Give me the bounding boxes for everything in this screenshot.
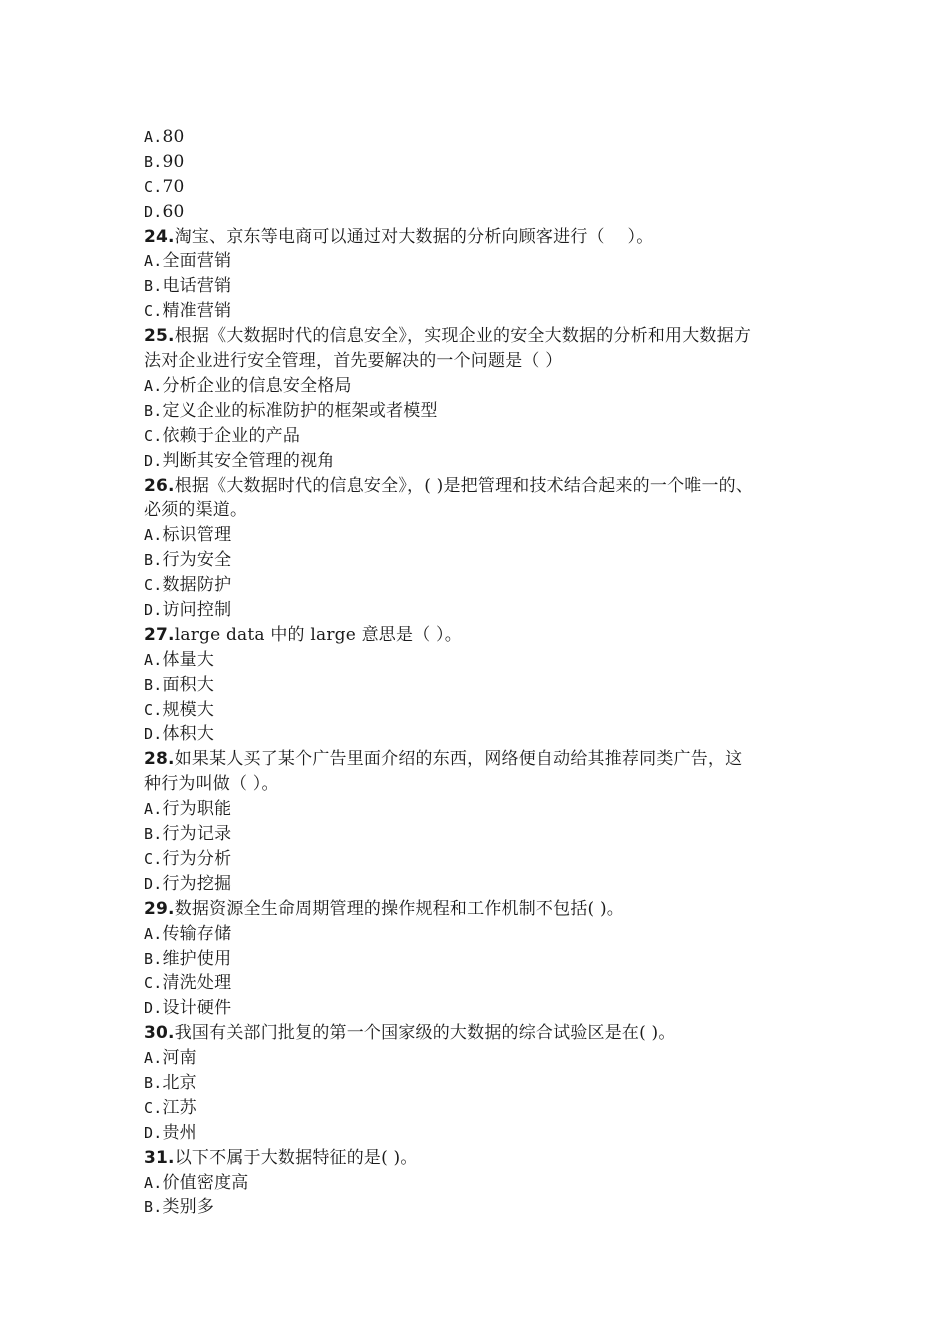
option-letter: A. (144, 650, 163, 669)
option-text: 数据防护 (162, 575, 232, 596)
option-letter: C. (144, 302, 163, 321)
question-stem (144, 1146, 814, 1171)
option-text: 传输存储 (162, 923, 232, 944)
option-letter: A. (144, 1049, 163, 1068)
question-stem (144, 623, 814, 648)
question-stem-continued: 必须的渠道。 (144, 500, 248, 521)
leading-options (144, 125, 814, 225)
option-text: 面积大 (162, 674, 215, 695)
option-letter: B. (144, 152, 163, 171)
question-stem-continued: 种行为叫做（ ）。 (144, 774, 279, 795)
option-text: 分析企业的信息安全格局 (162, 375, 352, 396)
option-line (144, 1171, 814, 1196)
option-text: 北京 (162, 1073, 197, 1093)
option-text: 体积大 (162, 724, 215, 745)
option-line (144, 1096, 814, 1121)
question-text: 如果某人买了某个广告里面介绍的东西，网络便自动给其推荐同类广告，这 (174, 749, 743, 770)
option-line (144, 125, 814, 150)
option-line (144, 374, 814, 399)
option-text: 清洗处理 (162, 973, 232, 994)
option-letter: B. (144, 949, 163, 968)
option-line (144, 872, 814, 897)
option-text: 70 (162, 176, 185, 197)
question-number: 31. (144, 1147, 175, 1168)
option-line (144, 299, 814, 324)
option-line (144, 822, 814, 847)
option-letter: A. (144, 924, 163, 943)
option-line (144, 648, 814, 673)
option-letter: C. (144, 177, 163, 196)
question-stem (144, 324, 814, 349)
option-line (144, 1121, 814, 1146)
option-text: 90 (162, 151, 185, 172)
option-letter: D. (144, 601, 163, 619)
option-line (144, 573, 814, 598)
option-text: 电话营销 (162, 276, 232, 297)
question-number: 25. (144, 326, 175, 347)
option-letter: B. (144, 401, 163, 420)
option-letter: D. (144, 1123, 163, 1142)
option-text: 河南 (162, 1048, 197, 1069)
question-number: 26. (144, 475, 175, 496)
option-line (144, 548, 814, 573)
question-number: 24. (144, 226, 175, 247)
question-text: 我国有关部门批复的第一个国家级的大数据的综合试验区是在( )。 (174, 1023, 676, 1044)
option-text: 类别多 (162, 1197, 215, 1218)
option-line (144, 673, 814, 698)
option-line (144, 947, 814, 972)
question-stem (144, 747, 814, 772)
option-letter: C. (144, 1098, 163, 1117)
question-30 (144, 1021, 814, 1145)
question-stem (144, 225, 814, 250)
option-line (144, 399, 814, 424)
question-stem (144, 1021, 814, 1046)
question-text: 以下不属于大数据特征的是( )。 (174, 1147, 418, 1168)
option-line (144, 523, 814, 548)
option-letter: C. (144, 426, 163, 445)
option-line (144, 1071, 814, 1096)
question-stem-continued: 法对企业进行安全管理，首先要解决的一个问题是（ ） (144, 351, 563, 372)
option-line (144, 922, 814, 947)
option-line (144, 996, 814, 1021)
option-letter: A. (144, 1173, 163, 1192)
option-letter: C. (144, 974, 163, 993)
option-text: 贵州 (162, 1122, 197, 1143)
option-letter: B. (144, 551, 163, 570)
option-letter: C. (144, 849, 163, 868)
option-line (144, 971, 814, 996)
option-line (144, 722, 814, 747)
option-text: 行为安全 (162, 550, 232, 571)
option-letter: D. (144, 874, 163, 893)
option-line (144, 797, 814, 822)
option-line (144, 1046, 814, 1071)
option-letter: B. (144, 1074, 163, 1092)
option-text: 60 (162, 201, 185, 222)
question-28 (144, 747, 814, 896)
option-text: 行为记录 (162, 824, 232, 845)
question-26 (144, 474, 814, 623)
question-27 (144, 623, 814, 747)
question-25 (144, 324, 814, 473)
option-text: 江苏 (162, 1097, 197, 1118)
question-text: 淘宝、京东等电商可以通过对大数据的分析向顾客进行（ ）。 (174, 226, 654, 247)
option-text: 行为分析 (162, 848, 232, 869)
option-letter: A. (144, 252, 163, 271)
option-text: 行为职能 (162, 799, 232, 820)
option-line (144, 274, 814, 299)
option-letter: B. (144, 1198, 163, 1217)
option-letter: A. (144, 376, 163, 395)
option-text: 依赖于企业的产品 (162, 425, 301, 446)
quiz-content (144, 125, 814, 1220)
option-letter: D. (144, 999, 163, 1018)
option-letter: A. (144, 526, 163, 545)
question-31 (144, 1146, 814, 1221)
option-line (144, 598, 814, 623)
option-line (144, 449, 814, 474)
question-text: 根据《大数据时代的信息安全》，( )是把管理和技术结合起来的一个唯一的、 (174, 475, 754, 496)
option-letter: D. (144, 202, 163, 221)
option-text: 规模大 (162, 699, 215, 720)
question-stem (144, 897, 814, 922)
option-text: 行为挖掘 (162, 873, 232, 894)
option-text: 全面营销 (162, 251, 232, 272)
option-letter: C. (144, 576, 163, 595)
question-24 (144, 225, 814, 325)
option-letter: B. (144, 675, 163, 694)
option-line (144, 424, 814, 449)
option-letter: B. (144, 277, 163, 296)
option-line (144, 175, 814, 200)
question-number: 30. (144, 1023, 175, 1044)
option-text: 体量大 (162, 649, 215, 670)
option-line (144, 847, 814, 872)
option-text: 定义企业的标准防护的框架或者模型 (162, 400, 438, 421)
option-letter: B. (144, 825, 163, 844)
option-line (144, 698, 814, 723)
question-text: large data 中的 large 意思是（ ）。 (174, 624, 462, 645)
question-number: 29. (144, 898, 175, 919)
option-text: 精准营销 (162, 301, 232, 322)
option-text: 标识管理 (162, 525, 232, 546)
question-stem (144, 474, 814, 499)
option-letter: C. (144, 700, 163, 719)
option-text: 访问控制 (162, 600, 232, 620)
question-text: 根据《大数据时代的信息安全》，实现企业的安全大数据的分析和用大数据方 (174, 326, 752, 347)
option-line (144, 1195, 814, 1220)
option-letter: D. (144, 451, 163, 470)
option-text: 判断其安全管理的视角 (162, 450, 335, 471)
question-text: 数据资源全生命周期管理的操作规程和工作机制不包括( )。 (174, 898, 624, 919)
option-line (144, 249, 814, 274)
option-text: 80 (162, 127, 185, 147)
option-text: 维护使用 (162, 948, 232, 969)
option-text: 价值密度高 (162, 1172, 249, 1193)
option-letter: A. (144, 800, 163, 819)
question-number: 27. (144, 624, 175, 645)
option-line (144, 150, 814, 175)
question-29 (144, 897, 814, 1021)
question-number: 28. (144, 749, 175, 770)
option-text: 设计硬件 (162, 998, 232, 1019)
option-letter: D. (144, 725, 163, 744)
option-line (144, 200, 814, 225)
option-letter: A. (144, 128, 163, 146)
